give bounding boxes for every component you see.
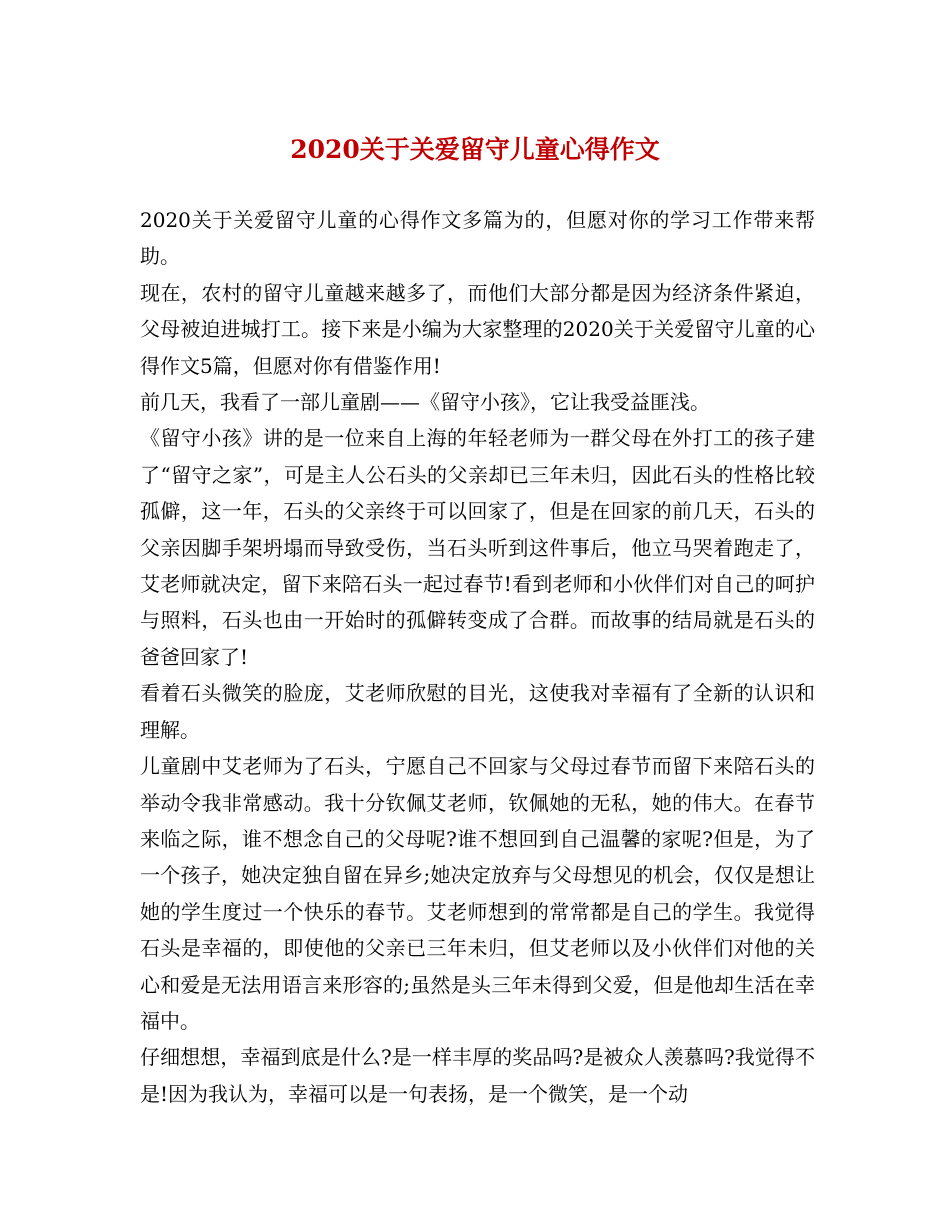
paragraph: 仔细想想，幸福到底是什么?是一样丰厚的奖品吗?是被众人羡慕吗?我觉得不是!因为我认为，幸福可以是一句表扬，是一个微笑，是一个动: [140, 1045, 815, 1106]
paragraph: 看着石头微笑的脸庞，艾老师欣慰的目光，这使我对幸福有了全新的认识和理解。: [140, 681, 815, 742]
paragraph: 2020关于关爱留守儿童的心得作文多篇为的，但愿对你的学习工作带来帮助。: [140, 208, 815, 269]
paragraph: 《留守小孩》讲的是一位来自上海的年轻老师为一群父母在外打工的孩子建了“留守之家”，可是主人公石头的父亲却已三年未归，因此石头的性格比较孤僻，这一年，石头的父亲终于可以回家了，但是在回家的前几天，石头的父亲因脚手架坍塌而导致受伤，当石头听到这件事后，他立马哭着跑走了，艾老师就决定，留下来陪石头一起过春节!看到老师和小伙伴们对自己的呵护与照料，石头也由一开始时的孤僻转变成了合群。而故事的结局就是石头的爸爸回家了!: [140, 426, 815, 669]
paragraph: 儿童剧中艾老师为了石头，宁愿自己不回家与父母过春节而留下来陪石头的举动令我非常感动。我十分钦佩艾老师，钦佩她的无私，她的伟大。在春节来临之际，谁不想念自己的父母呢?谁不想回到自己温馨的家呢?但是，为了一个孩子，她决定独自留在异乡;她决定放弃与父母想见的机会，仅仅是想让她的学生度过一个快乐的春节。艾老师想到的常常都是自己的学生。我觉得石头是幸福的，即使他的父亲已三年未归，但艾老师以及小伙伴们对他的关心和爱是无法用语言来形容的;虽然是头三年未得到父爱，但是他却生活在幸福中。: [140, 754, 815, 1033]
document-body: [140, 202, 815, 1112]
paragraph: 前几天，我看了一部儿童剧——《留守小孩》，它让我受益匪浅。: [140, 390, 710, 415]
paragraph: 现在，农村的留守儿童越来越多了，而他们大部分都是因为经济条件紧迫，父母被迫进城打工。接下来是小编为大家整理的2020关于关爱留守儿童的心得作文5篇，但愿对你有借鉴作用!: [140, 280, 815, 378]
document-title: 2020关于关爱留守儿童心得作文: [290, 135, 660, 164]
